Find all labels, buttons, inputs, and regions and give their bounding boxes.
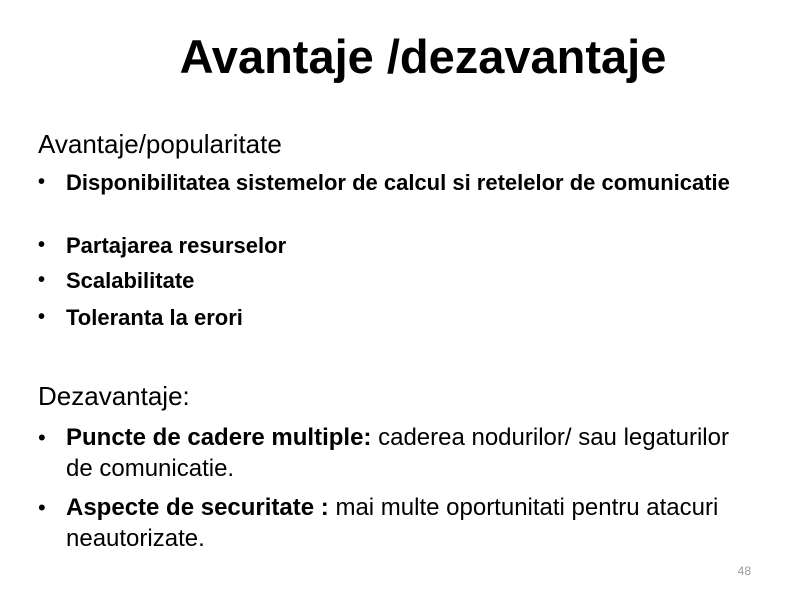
bullet-icon: • [38,306,46,328]
bullet-icon: • [38,171,46,193]
list-item-text: Scalabilitate [66,268,195,293]
slide-title: Avantaje /dezavantaje [179,30,667,83]
list-item-detail: caderea nodurilor/ sau legaturilor de comunicatie. [66,424,729,482]
list-item-lead: Aspecte de securitate : [66,494,329,521]
list-item-text [66,492,746,554]
list-item [38,168,738,226]
bullet-icon: • [38,425,46,450]
list-item-lead: Puncte de cadere multiple: [66,424,372,451]
list-item-text: Partajarea resurselor [66,233,287,258]
bullet-icon: • [38,269,46,291]
bullet-icon: • [38,495,46,520]
advantages-heading: Avantaje/popularitate [38,129,282,159]
bullet-icon: • [38,234,46,256]
list-item-text [66,422,746,484]
page-number: 48 [737,564,751,578]
disadvantages-heading: Dezavantaje: [38,381,190,411]
list-item-text: Toleranta la erori [66,305,243,330]
list-item-detail: mai multe oportunitati pentru atacuri neautorizate. [66,494,719,552]
list-item-text: Disponibilitatea sistemelor de calcul si retelelor de comunicatie [66,170,730,195]
